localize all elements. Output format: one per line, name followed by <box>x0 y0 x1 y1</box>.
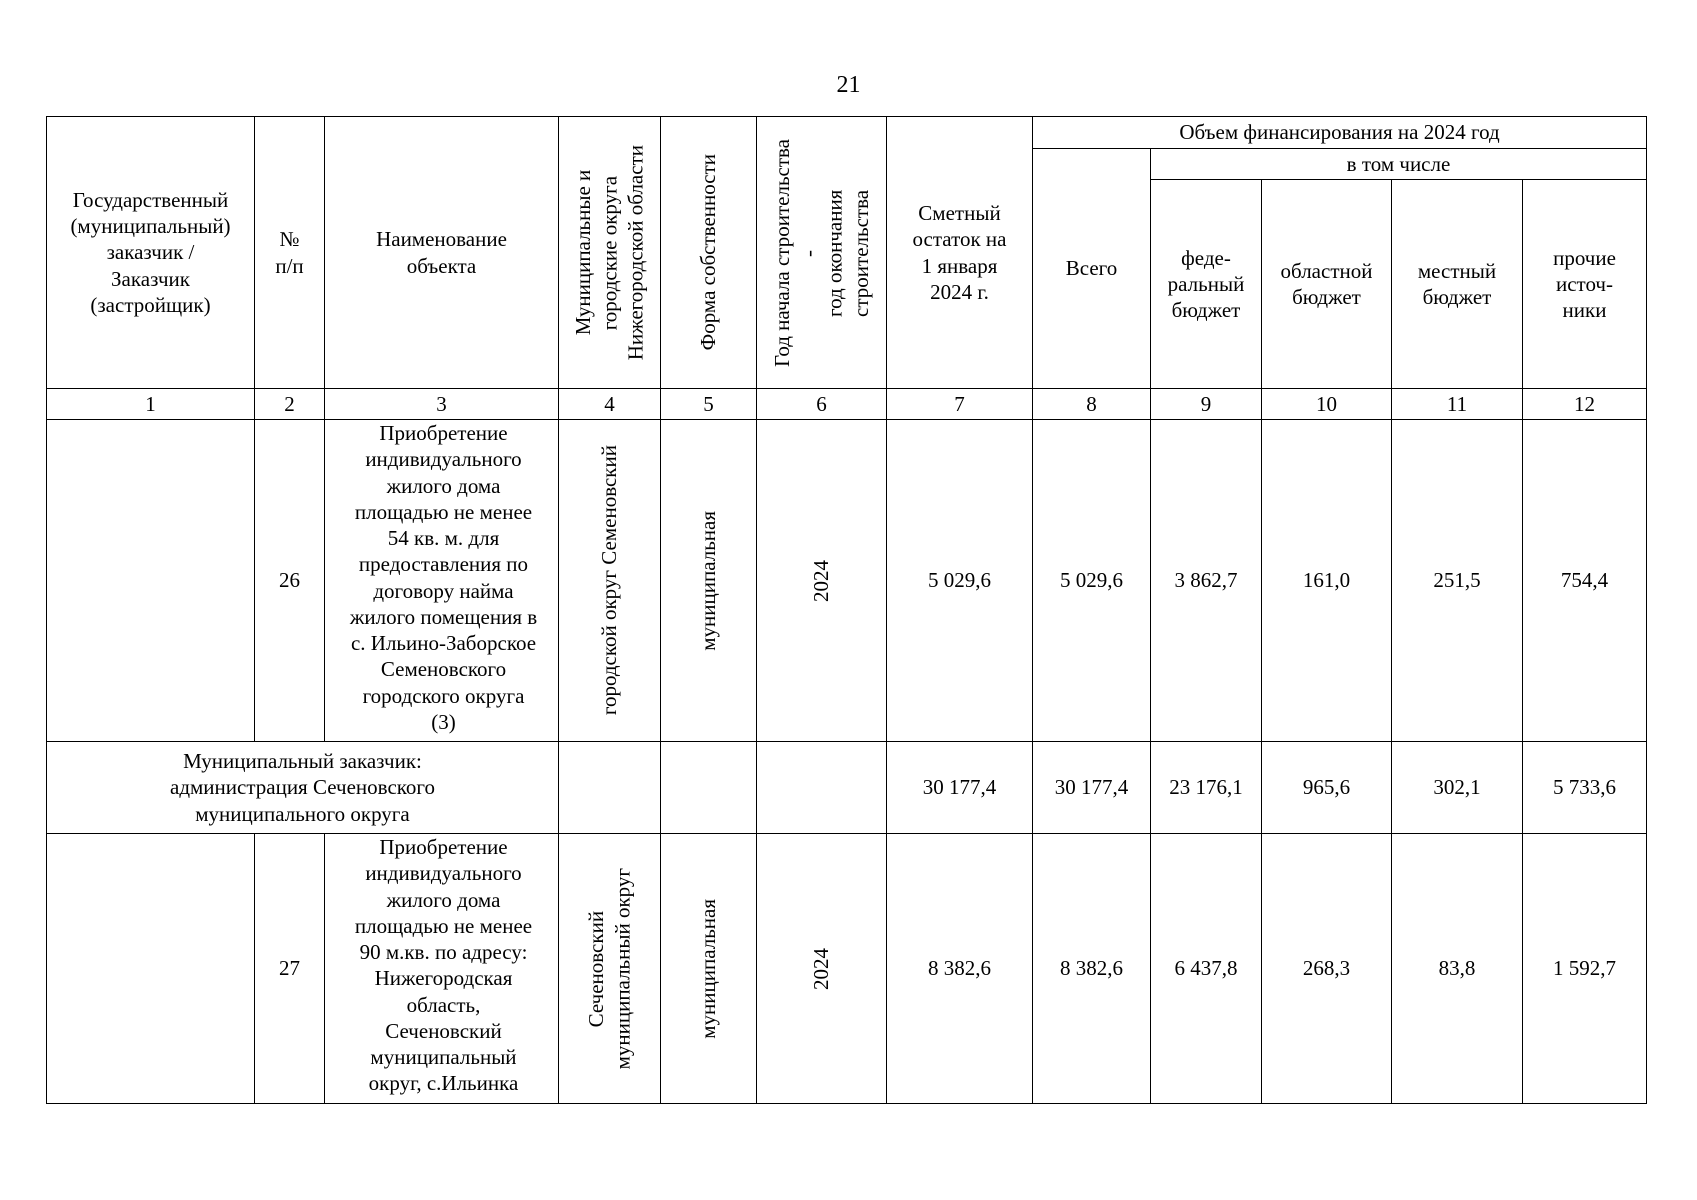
header-other: прочие источ- ники <box>1523 180 1647 389</box>
header-regional: областной бюджет <box>1262 180 1392 389</box>
other-value: 1 592,7 <box>1523 834 1647 1104</box>
customer-cell-empty <box>47 834 255 1104</box>
header-ownership-cell <box>661 117 757 389</box>
column-number: 9 <box>1151 389 1262 420</box>
local-value: 83,8 <box>1392 834 1523 1104</box>
table-row <box>47 420 1647 742</box>
federal-value: 23 176,1 <box>1151 742 1262 834</box>
construction-year: 2024 <box>809 947 834 990</box>
header-remainder: Сметный остаток на 1 января 2024 г. <box>887 117 1033 389</box>
column-number: 7 <box>887 389 1033 420</box>
remainder-value: 30 177,4 <box>887 742 1033 834</box>
header-federal: феде- ральный бюджет <box>1151 180 1262 389</box>
regional-value: 965,6 <box>1262 742 1392 834</box>
district-cell <box>559 834 661 1104</box>
column-numbers-row <box>47 389 1647 420</box>
district-name: Сеченовский муниципальный округ <box>584 867 635 1070</box>
empty-cell <box>661 742 757 834</box>
total-value: 5 029,6 <box>1033 420 1151 742</box>
header-total: Всего <box>1033 149 1151 389</box>
remainder-value: 5 029,6 <box>887 420 1033 742</box>
column-number: 3 <box>325 389 559 420</box>
empty-cell <box>559 742 661 834</box>
federal-value: 6 437,8 <box>1151 834 1262 1104</box>
object-name: Приобретение индивидуального жилого дома площадью не менее 90 м.кв. по адресу: Нижегородская область, Сеченовский муниципальный округ, с.Ильинка <box>325 834 559 1104</box>
other-value: 5 733,6 <box>1523 742 1647 834</box>
construction-year: 2024 <box>809 559 834 602</box>
header-years-cell <box>757 117 887 389</box>
column-number: 2 <box>255 389 325 420</box>
column-number: 12 <box>1523 389 1647 420</box>
year-cell <box>757 834 887 1104</box>
row-number: 26 <box>255 420 325 742</box>
total-value: 30 177,4 <box>1033 742 1151 834</box>
regional-value: 268,3 <box>1262 834 1392 1104</box>
other-value: 754,4 <box>1523 420 1647 742</box>
header-districts-cell <box>559 117 661 389</box>
header-row-1 <box>47 117 1647 149</box>
district-cell <box>559 420 661 742</box>
ownership-cell <box>661 420 757 742</box>
local-value: 251,5 <box>1392 420 1523 742</box>
financing-table <box>46 116 1647 1104</box>
customer-summary-row <box>47 742 1647 834</box>
column-number: 6 <box>757 389 887 420</box>
row-number: 27 <box>255 834 325 1104</box>
column-number: 10 <box>1262 389 1392 420</box>
header-customer: Государственный (муниципальный) заказчик / Заказчик (застройщик) <box>47 117 255 389</box>
header-including: в том числе <box>1151 149 1647 180</box>
table-row <box>47 834 1647 1104</box>
remainder-value: 8 382,6 <box>887 834 1033 1104</box>
column-number: 11 <box>1392 389 1523 420</box>
regional-value: 161,0 <box>1262 420 1392 742</box>
header-number: № п/п <box>255 117 325 389</box>
customer-label: Муниципальный заказчик: администрация Сеченовского муниципального округа <box>47 742 559 834</box>
total-value: 8 382,6 <box>1033 834 1151 1104</box>
header-ownership: Форма собственности <box>696 154 721 351</box>
ownership-type: муниципальная <box>696 898 721 1039</box>
district-name: городской округ Семеновский <box>597 445 622 716</box>
header-funding: Объем финансирования на 2024 год <box>1033 117 1647 149</box>
column-number: 8 <box>1033 389 1151 420</box>
ownership-cell <box>661 834 757 1104</box>
object-name: Приобретение индивидуального жилого дома площадью не менее 54 кв. м. для предоставления по договору найма жилого помещения в с. Ильино-Заборское Семеновского городского округа (3) <box>325 420 559 742</box>
column-number: 4 <box>559 389 661 420</box>
header-years: Год начала строительства - год окончания строительства <box>770 138 873 367</box>
column-number: 1 <box>47 389 255 420</box>
ownership-type: муниципальная <box>696 510 721 651</box>
customer-cell-empty <box>47 420 255 742</box>
federal-value: 3 862,7 <box>1151 420 1262 742</box>
local-value: 302,1 <box>1392 742 1523 834</box>
page-number: 21 <box>836 72 861 98</box>
column-number: 5 <box>661 389 757 420</box>
header-districts: Муниципальные и городские округа Нижегородской области <box>571 144 648 361</box>
empty-cell <box>757 742 887 834</box>
header-local: местный бюджет <box>1392 180 1523 389</box>
year-cell <box>757 420 887 742</box>
header-object-name: Наименование объекта <box>325 117 559 389</box>
